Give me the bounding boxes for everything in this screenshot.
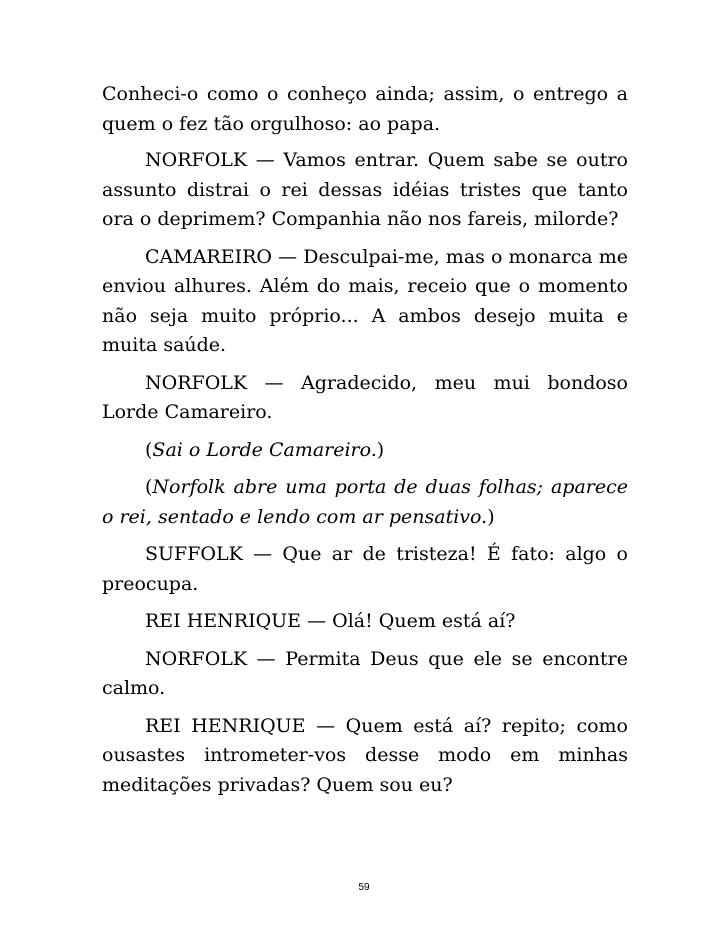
paragraph-rei-henrique-1: REI HENRIQUE — Olá! Quem está aí? (145, 610, 516, 632)
paragraph-rei-henrique-2: REI HENRIQUE — Quem está aí? repito; como ousastes intrometer-vos desse modo em minhas meditações privadas? Quem sou eu? (102, 714, 628, 796)
stage-direction-2: (Norfolk abre uma porta de duas folhas; aparece o rei, sentado e lendo com ar pensativo.) (102, 476, 628, 528)
page-body (102, 80, 628, 808)
paragraph-norfolk-2: NORFOLK — Agradecido, meu mui bondoso Lorde Camareiro. (102, 371, 628, 423)
paragraph-suffolk: SUFFOLK — Que ar de tristeza! É fato: algo o preocupa. (102, 543, 628, 595)
page-number: 59 (358, 882, 370, 893)
paragraph-1: Conheci-o como o conheço ainda; assim, o entrego a quem o fez tão orgulhoso: ao papa. (102, 83, 628, 135)
stage-direction-1: (Sai o Lorde Camareiro.) (145, 438, 385, 461)
paragraph-norfolk-1: NORFOLK — Vamos entrar. Quem sabe se outro assunto distrai o rei dessas idéias tristes que tanto ora o deprimem? Companhia não nos fareis, milorde? (102, 149, 628, 230)
paragraph-norfolk-3: NORFOLK — Permita Deus que ele se encontre calmo. (102, 647, 628, 699)
stage-direction-2-text: Norfolk abre uma porta de duas folhas; aparece o rei, sentado e lendo com ar pensativo. (102, 476, 628, 528)
stage-direction-1-text: Sai o Lorde Camareiro. (152, 438, 377, 461)
paragraph-camareiro: CAMAREIRO — Desculpai-me, mas o monarca me enviou alhures. Além do mais, receio que o momento não seja muito próprio... A ambos desejo muita e muita saúde. (102, 245, 628, 356)
